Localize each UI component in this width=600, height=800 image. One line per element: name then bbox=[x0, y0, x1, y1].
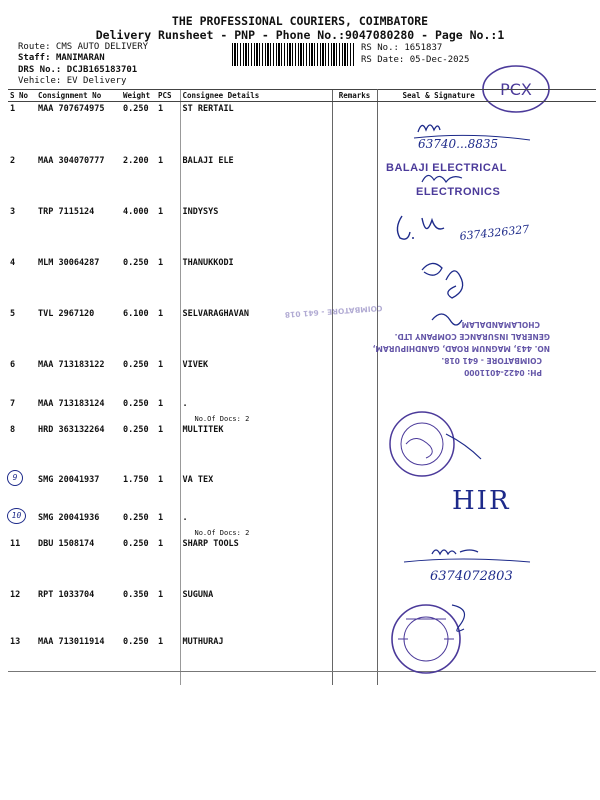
vehicle: Vehicle: EV Delivery bbox=[18, 76, 127, 86]
consignee: SELVARAGHAVAN bbox=[180, 307, 332, 358]
rs-number: RS No.: 1651837 bbox=[361, 43, 443, 53]
sno: 7 bbox=[10, 398, 16, 409]
consignee-name: . bbox=[182, 398, 188, 409]
remarks bbox=[332, 511, 377, 537]
sno: 5 bbox=[10, 308, 16, 319]
pcs: 1 bbox=[158, 398, 164, 409]
consignee: THANUKKODI bbox=[180, 256, 332, 307]
pcx-stamp-text: PCX bbox=[500, 80, 532, 99]
route: Route: CMS AUTO DELIVERY bbox=[18, 42, 149, 52]
weight: 2.200 bbox=[123, 155, 149, 166]
consignee: SHARP TOOLS bbox=[180, 537, 332, 588]
table-row bbox=[8, 635, 596, 685]
svg-text:COIMBATORE - 641 018.: COIMBATORE - 641 018. bbox=[441, 356, 542, 365]
consignment-no: SMG 20041937 bbox=[38, 474, 100, 485]
circled-row-number: 10 bbox=[7, 508, 26, 524]
sno: 1 bbox=[10, 104, 16, 114]
docs-count: No.Of Docs: 2 bbox=[194, 528, 250, 537]
pcs: 1 bbox=[158, 206, 164, 217]
remarks bbox=[332, 423, 377, 473]
runsheet-subtitle: Delivery Runsheet - PNP - Phone No.:9047080280 - Page No.:1 bbox=[95, 28, 505, 42]
pcs: 1 bbox=[158, 538, 164, 549]
docs-count: No.Of Docs: 2 bbox=[194, 414, 250, 423]
consignee: SUGUNA bbox=[180, 588, 332, 635]
consignee bbox=[180, 397, 332, 423]
weight: 0.250 bbox=[123, 398, 149, 409]
company-seal bbox=[368, 595, 478, 675]
sno: 6 bbox=[10, 359, 16, 370]
remarks bbox=[332, 205, 377, 256]
consignee: MUTHURAJ bbox=[180, 635, 332, 685]
remarks bbox=[332, 102, 377, 154]
weight: 0.250 bbox=[123, 104, 149, 114]
consignment-no: RPT 1033704 bbox=[38, 589, 95, 600]
chola-stamp bbox=[284, 290, 552, 410]
consignment-no: DBU 1508174 bbox=[38, 538, 95, 549]
svg-text:PH: 0422-4011000: PH: 0422-4011000 bbox=[464, 368, 542, 377]
multitek-seal bbox=[386, 404, 486, 484]
company-title: THE PROFESSIONAL COURIERS, COIMBATORE bbox=[171, 14, 429, 28]
signature-row-3-text: 6374326327 bbox=[458, 222, 530, 243]
weight: 0.250 bbox=[123, 359, 149, 370]
col-consignee: Consignee Details bbox=[180, 90, 332, 102]
sno: 4 bbox=[10, 257, 16, 268]
consignee: ST RERTAIL bbox=[180, 102, 332, 154]
signature-row-1-text: 63740...8835 bbox=[418, 137, 499, 151]
consignment-no: MAA 707674975 bbox=[38, 104, 105, 114]
drs-label: DRS No.: bbox=[18, 65, 62, 75]
col-sno: S No bbox=[8, 90, 36, 102]
circled-row-number: 9 bbox=[7, 470, 23, 486]
weight: 0.250 bbox=[123, 636, 149, 647]
signature-row-3 bbox=[392, 208, 572, 253]
table-row bbox=[8, 588, 596, 635]
drs-value: DCJB165183701 bbox=[66, 65, 138, 75]
table-bottom-border bbox=[8, 671, 596, 672]
pcs: 1 bbox=[158, 104, 164, 114]
table-row bbox=[8, 423, 596, 473]
balaji-stamp-line1: BALAJI ELECTRICAL bbox=[386, 162, 507, 174]
pcs: 1 bbox=[158, 474, 164, 485]
sno: 8 bbox=[10, 424, 16, 435]
staff-label: Staff: bbox=[18, 53, 51, 63]
signature-row-11-text: 6374072803 bbox=[430, 569, 513, 584]
consignment-no: SMG 20041936 bbox=[38, 512, 100, 523]
signature-row-2 bbox=[418, 168, 468, 188]
weight: 0.250 bbox=[123, 538, 149, 549]
pcs: 1 bbox=[158, 257, 164, 268]
consignee bbox=[180, 511, 332, 537]
sno: 13 bbox=[10, 636, 21, 647]
col-pcs: PCS bbox=[156, 90, 180, 102]
weight: 0.350 bbox=[123, 589, 149, 600]
weight: 0.250 bbox=[123, 424, 149, 435]
svg-text:NO. 443, MAGNUM ROAD, GANDHIPU: NO. 443, MAGNUM ROAD, GANDHIPURAM, bbox=[372, 344, 550, 353]
col-consignment: Consignment No bbox=[36, 90, 121, 102]
pcs: 1 bbox=[158, 589, 164, 600]
table-row bbox=[8, 154, 596, 205]
remarks bbox=[332, 256, 377, 307]
col-remarks: Remarks bbox=[332, 90, 377, 102]
pcs: 1 bbox=[158, 359, 164, 370]
consignee: BALAJI ELE bbox=[180, 154, 332, 205]
sno: 12 bbox=[10, 589, 21, 600]
svg-text:CHOLAMANDALAM: CHOLAMANDALAM bbox=[461, 320, 540, 329]
weight: 0.250 bbox=[123, 257, 149, 268]
weight: 1.750 bbox=[123, 474, 149, 485]
pcs: 1 bbox=[158, 308, 164, 319]
col-weight: Weight bbox=[121, 90, 156, 102]
sno: 2 bbox=[10, 155, 16, 166]
remarks bbox=[332, 537, 377, 588]
consignee-name: . bbox=[182, 512, 188, 523]
consignment-no: MAA 713011914 bbox=[38, 636, 105, 647]
weight: 4.000 bbox=[123, 206, 149, 217]
consignee: VA TEX bbox=[180, 473, 332, 511]
weight: 0.250 bbox=[123, 512, 149, 523]
sno: 3 bbox=[10, 206, 16, 217]
signature-row-11 bbox=[400, 544, 570, 588]
staff-value: MANIMARAN bbox=[55, 53, 105, 63]
consignment-no: HRD 363132264 bbox=[38, 424, 105, 435]
consignee: MULTITEK bbox=[180, 423, 332, 473]
svg-text:GENERAL INSURANCE COMPANY LTD.: GENERAL INSURANCE COMPANY LTD. bbox=[394, 332, 550, 341]
consignment-no: TVL 2967120 bbox=[38, 308, 95, 319]
remarks bbox=[332, 397, 377, 423]
signature-row-1 bbox=[410, 112, 550, 152]
pcs: 1 bbox=[158, 512, 164, 523]
chola-stamp-text: CHOLAMANDALAM GENERAL INSURANCE COMPANY LTD. COIMBATORE - 641 018. PH: 0422-4011000 bbox=[372, 290, 422, 291]
remarks bbox=[332, 154, 377, 205]
pcs: 1 bbox=[158, 424, 164, 435]
signature-rows-9-10: HIR bbox=[452, 486, 511, 516]
consignment-no: MLM 30064287 bbox=[38, 257, 100, 268]
col-seal: Seal & Signature bbox=[377, 90, 596, 102]
remarks bbox=[332, 473, 377, 511]
consignment-no: MAA 713183124 bbox=[38, 398, 105, 409]
consignment-no: TRP 7115124 bbox=[38, 206, 95, 217]
balaji-stamp-line2: ELECTRONICS bbox=[416, 186, 501, 198]
remarks bbox=[332, 358, 377, 397]
pcs: 1 bbox=[158, 155, 164, 166]
sno: 11 bbox=[10, 538, 21, 549]
svg-text:COIMBATORE - 641 018: COIMBATORE - 641 018 bbox=[284, 303, 383, 320]
consignment-no: MAA 304070777 bbox=[38, 155, 105, 166]
table-header bbox=[8, 90, 596, 102]
consignee: INDYSYS bbox=[180, 205, 332, 256]
rs-date: RS Date: 05-Dec-2025 bbox=[361, 55, 470, 65]
consignee: VIVEK bbox=[180, 358, 332, 397]
weight: 6.100 bbox=[123, 308, 149, 319]
consignment-no: MAA 713183122 bbox=[38, 359, 105, 370]
staff-line bbox=[18, 53, 105, 63]
pcs: 1 bbox=[158, 636, 164, 647]
drs-line bbox=[18, 65, 137, 75]
barcode bbox=[232, 43, 355, 66]
